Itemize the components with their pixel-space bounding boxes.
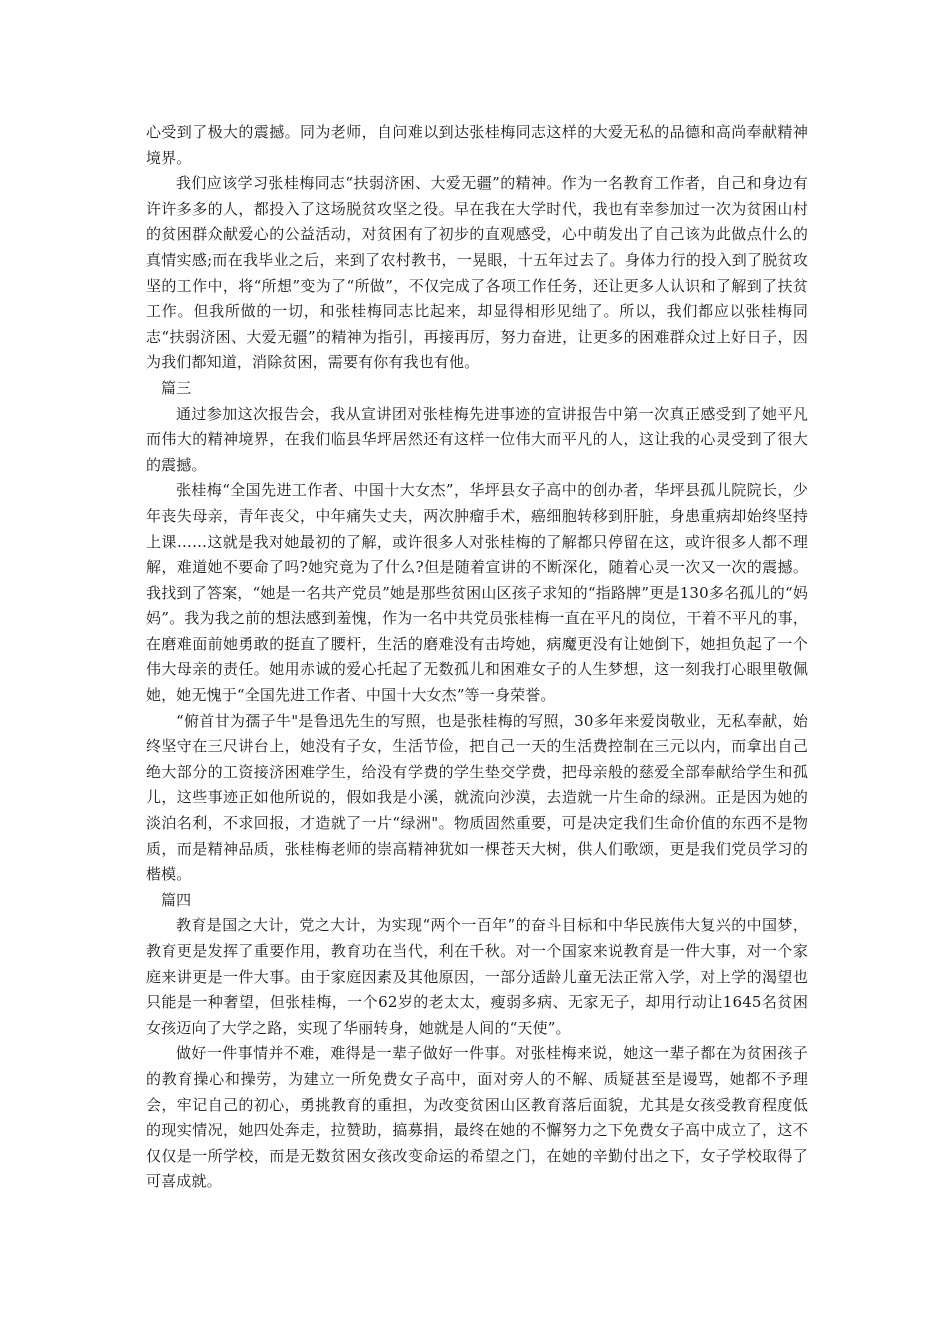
paragraph-education-importance: 教育是国之大计，党之大计，为实现“两个一百年”的奋斗目标和中华民族伟大复兴的中国梦，教育更是发挥了重要作用，教育功在当代，利在千秋。对一个国家来说教育是一件大事，对一个家庭来讲更是一件大事。由于家庭因素及其他原因，一部分适龄儿童无法正常入学，对上学的渴望也只能是一种奢望，但张桂梅，一个62岁的老太太，瘦弱多病、无家无子，却用行动让1645名贫困女孩迈向了大学之路，实现了华丽转身，她就是人间的“天使”。 (146, 916, 808, 1037)
paragraph-zhang-guimei-bio: 张桂梅“全国先进工作者、中国十大女杰”，华坪县女子高中的创办者，华坪县孤儿院院长，少年丧失母亲，青年丧父，中年痛失丈夫，两次肿瘤手术，癌细胞转移到肝脏，身患重病却始终坚持上课……这就是我对她最初的了解，或许很多人对张桂梅的了解都只停留在这，或许很多人都不理解，难道她不要命了吗?她究竟为了什么?但是随着宣讲的不断深化，随着心灵一次又一次的震撼。我找到了答案，“她是一名共产党员”她是那些贫困山区孩子求知的“指路牌”更是130多名孤儿的“妈妈”。我为我之前的想法感到羞愧，作为一名中共党员张桂梅一直在平凡的岗位，干着不平凡的事，在磨难面前她勇敢的挺直了腰杆，生活的磨难没有击垮她，病魔更没有让她倒下，她担负起了一个伟大母亲的责任。她用赤诚的爱心托起了无数孤儿和困难女子的人生梦想，这一刻我打心眼里敬佩她，她无愧于“全国先进工作者、中国十大女杰”等一身荣誉。 (146, 481, 808, 705)
paragraph-learn-spirit: 我们应该学习张桂梅同志“扶弱济困、大爱无疆”的精神。作为一名教育工作者，自己和身边有许许多多的人，都投入了这场脱贫攻坚之役。早在我在大学时代，我也有幸参加过一次为贫困山村的贫困群众献爱心的公益活动，对贫困有了初步的直观感受，心中萌发出了自己该为此做点什么的真情实感;而在我毕业之后，来到了农村教书，一晃眼，十五年过去了。身体力行的投入到了脱贫攻坚的工作中，将“所想”变为了“所做”，不仅完成了各项工作任务，还让更多人认识和了解到了扶贫工作。但我所做的一切，和张桂梅同志比起来，却显得相形见绌了。所以，我们都应以张桂梅同志“扶弱济困、大爱无疆”的精神为指引，再接再厉，努力奋进，让更多的困难群众过上好日子，因为我们都知道，消除贫困，需要有你有我也有他。 (146, 174, 808, 372)
section-heading-part3: 篇三 (161, 378, 192, 397)
paragraph-report-meeting: 通过参加这次报告会，我从宣讲团对张桂梅先进事迹的宣讲报告中第一次真正感受到了她平凡而伟大的精神境界，在我们临县华坪居然还有这样一位伟大而平凡的人，这让我的心灵受到了很大的震撼。 (146, 404, 808, 474)
paragraph-lu-xun-quote: “俯首甘为孺子牛"是鲁迅先生的写照，也是张桂梅的写照，30多年来爱岗敬业，无私奉献，始终坚守在三尺讲台上，她没有子女，生活节俭，把自己一天的生活费控制在三元以内，而拿出自己绝大部分的工资接济困难学生，给没有学费的学生垫交学费，把母亲般的慈爱全部奉献给学生和孤儿，这些事迹正如他所说的，假如我是小溪，就流向沙漠，去造就一片生命的绿洲。正是因为她的淡泊名利，不求回报，才造就了一片“绿洲"。物质固然重要，可是决定我们生命价值的东西不是物质，而是精神品质，张桂梅老师的崇高精神犹如一棵苍天大树，供人们歌颂，更是我们党员学习的楷模。 (146, 711, 808, 884)
document-page (146, 120, 808, 1195)
paragraph-continued: 心受到了极大的震撼。同为老师，自问难以到达张桂梅同志这样的大爱无私的品德和高尚奉献精神境界。 (146, 123, 808, 167)
paragraph-lifetime-work: 做好一件事情并不难，难得是一辈子做好一件事。对张桂梅来说，她这一辈子都在为贫困孩子的教育操心和操劳，为建立一所免费女子高中，面对旁人的不解、质疑甚至是谩骂，她都不予理会，牢记自己的初心，勇挑教育的重担，为改变贫困山区教育落后面貌，尤其是女孩受教育程度低的现实情况，她四处奔走，拉赞助，搞募捐，最终在她的不懈努力之下免费女子高中成立了，这不仅仅是一所学校，而是无数贫困女孩改变命运的希望之门，在她的辛勤付出之下，女子学校取得了可喜成就。 (146, 1044, 808, 1191)
section-heading-part4: 篇四 (161, 890, 192, 909)
